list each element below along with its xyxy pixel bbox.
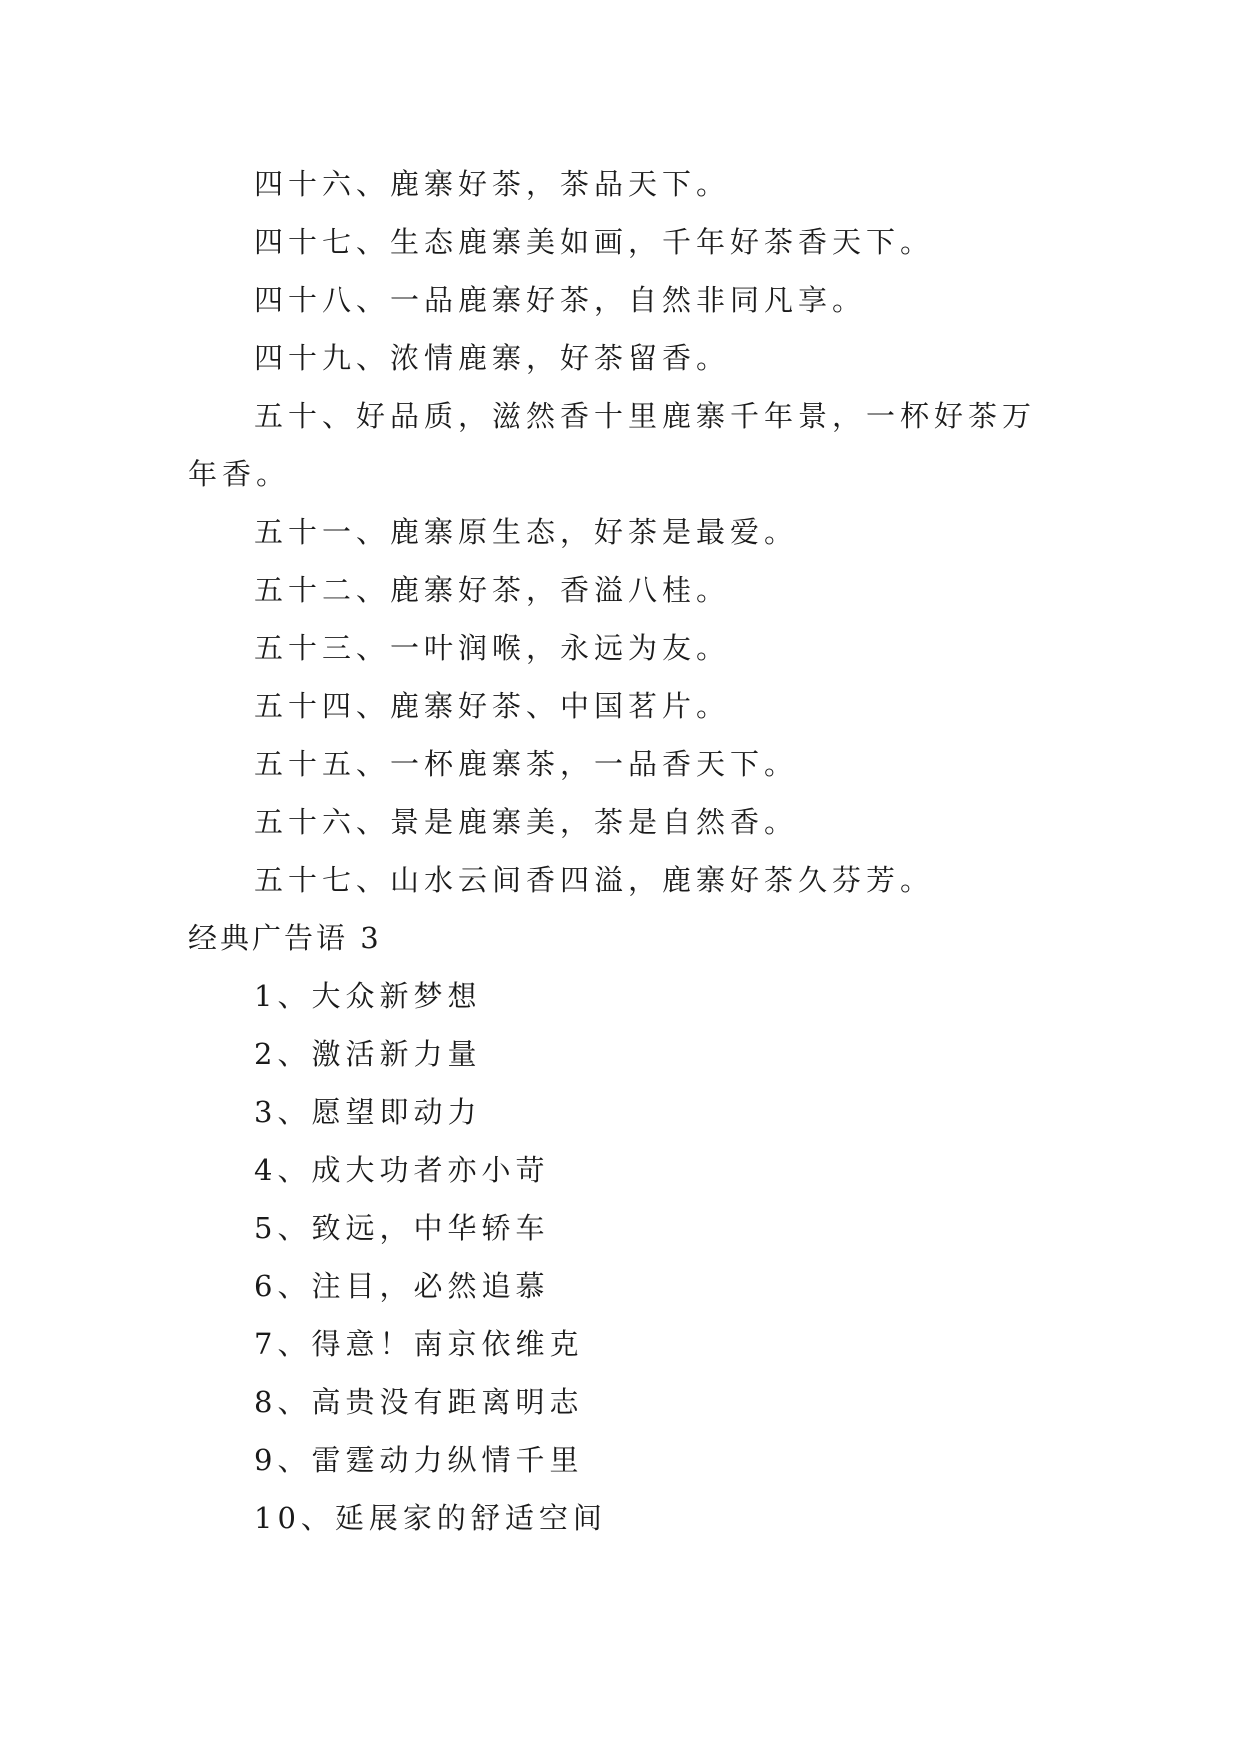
slogan-line: 四十九、浓情鹿寨，好茶留香。 <box>254 341 731 375</box>
ad-line: 8、高贵没有距离明志 <box>254 1385 584 1419</box>
slogan-line: 五十三、一叶润喉，永远为友。 <box>254 631 731 665</box>
section-heading: 经典广告语 3 <box>188 921 382 955</box>
ad-line: 3、愿望即动力 <box>254 1095 482 1129</box>
ad-line: 9、雷霆动力纵情千里 <box>254 1443 584 1477</box>
document-body <box>188 155 1058 1547</box>
slogan-line: 五十四、鹿寨好茶、中国茗片。 <box>254 689 731 723</box>
slogan-line: 四十六、鹿寨好茶，茶品天下。 <box>254 167 731 201</box>
ad-line: 10、延展家的舒适空间 <box>254 1501 607 1535</box>
slogan-line: 五十一、鹿寨原生态，好茶是最爱。 <box>254 515 799 549</box>
ad-line: 1、大众新梦想 <box>254 979 482 1013</box>
slogan-line: 五十五、一杯鹿寨茶，一品香天下。 <box>254 747 799 781</box>
ad-line: 5、致远，中华轿车 <box>254 1211 550 1245</box>
slogan-line: 四十七、生态鹿寨美如画，千年好茶香天下。 <box>254 225 935 259</box>
ad-line: 2、激活新力量 <box>254 1037 482 1071</box>
slogan-line-wrapped: 五十、好品质，滋然香十里鹿寨千年景，一杯好茶万年香。 <box>188 399 1037 491</box>
slogan-line: 五十七、山水云间香四溢，鹿寨好茶久芬芳。 <box>254 863 935 897</box>
slogan-line: 五十六、景是鹿寨美，茶是自然香。 <box>254 805 799 839</box>
slogan-line: 四十八、一品鹿寨好茶，自然非同凡享。 <box>254 283 867 317</box>
ad-line: 6、注目，必然追慕 <box>254 1269 550 1303</box>
slogan-line: 五十二、鹿寨好茶，香溢八桂。 <box>254 573 731 607</box>
ad-line: 4、成大功者亦小苛 <box>254 1153 550 1187</box>
ad-line: 7、得意！南京依维克 <box>254 1327 584 1361</box>
